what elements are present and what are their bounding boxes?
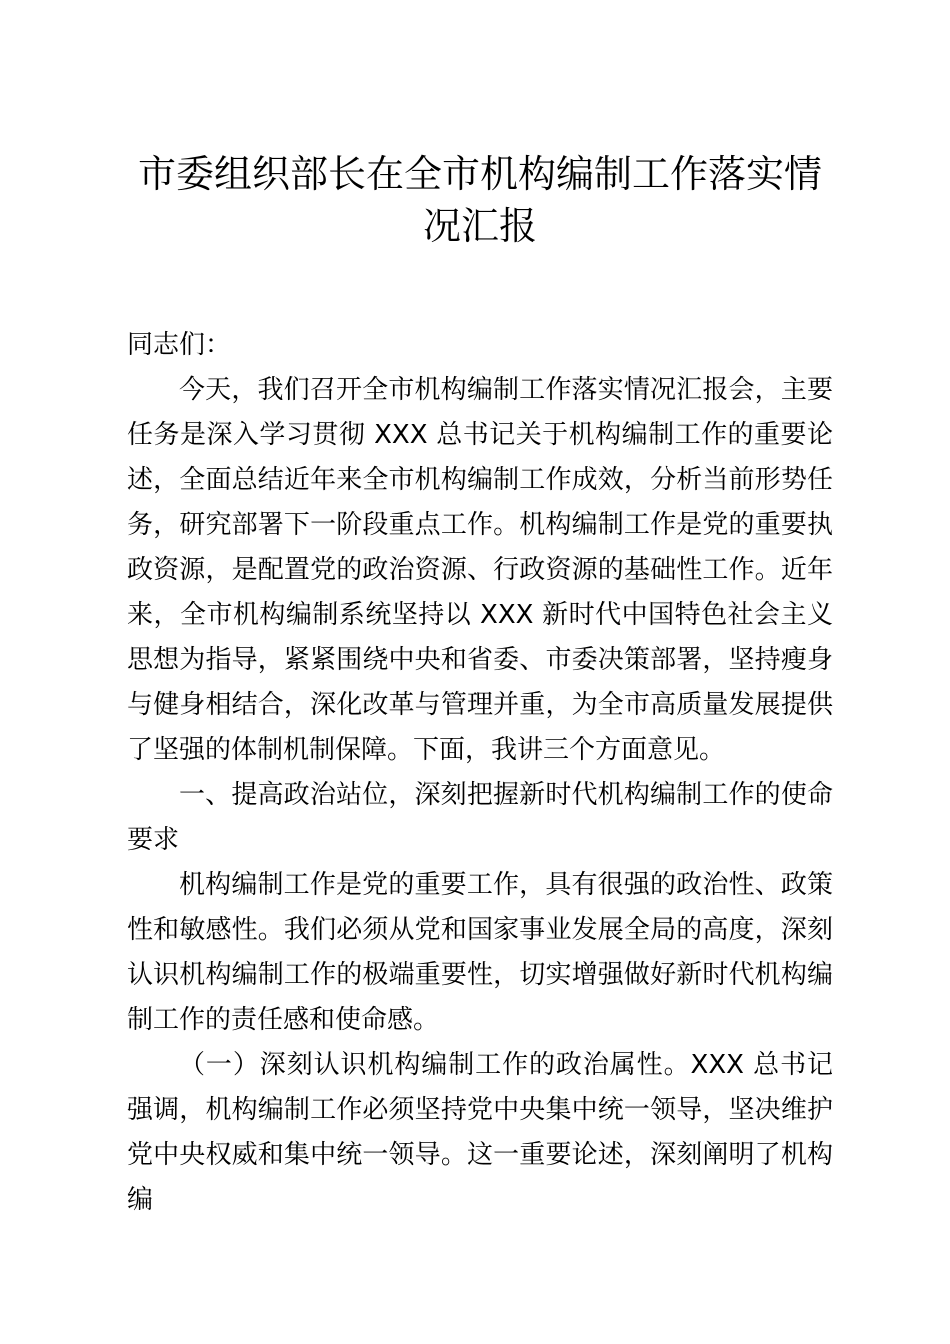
paragraph-intro: 今天，我们召开全市机构编制工作落实情况汇报会，主要任务是深入学习贯彻 XXX 总书记关于机构编制工作的重要论述，全面总结近年来全市机构编制工作成效，分析当前形势任务，研究部署下一阶段重点工作。机构编制工作是党的重要执政资源，是配置党的政治资源、行政资源的基础性工作。近年来，全市机构编制系统坚持以 XXX 新时代中国特色社会主义思想为指导，紧紧围绕中央和省委、市委决策部署，坚持瘦身与健身相结合，深化改革与管理并重，为全市高质量发展提供了坚强的体制机制保障。下面，我讲三个方面意见。 [127, 375, 833, 765]
document-body [127, 323, 833, 1223]
paragraph-subsection-one: （一）深刻认识机构编制工作的政治属性。XXX 总书记强调，机构编制工作必须坚持党中央集中统一领导，坚决维护党中央权威和集中统一领导。这一重要论述，深刻阐明了机构编 [127, 1050, 833, 1215]
document-title: 市委组织部长在全市机构编制工作落实情况汇报 [137, 152, 822, 248]
paragraph-section-one: 机构编制工作是党的重要工作，具有很强的政治性、政策性和敏感性。我们必须从党和国家事业发展全局的高度，深刻认识机构编制工作的极端重要性，切实增强做好新时代机构编制工作的责任感和使命感。 [127, 870, 833, 1035]
salutation: 同志们： [127, 330, 232, 360]
section-heading-one: 一、提高政治站位，深刻把握新时代机构编制工作的使命要求 [127, 780, 833, 855]
